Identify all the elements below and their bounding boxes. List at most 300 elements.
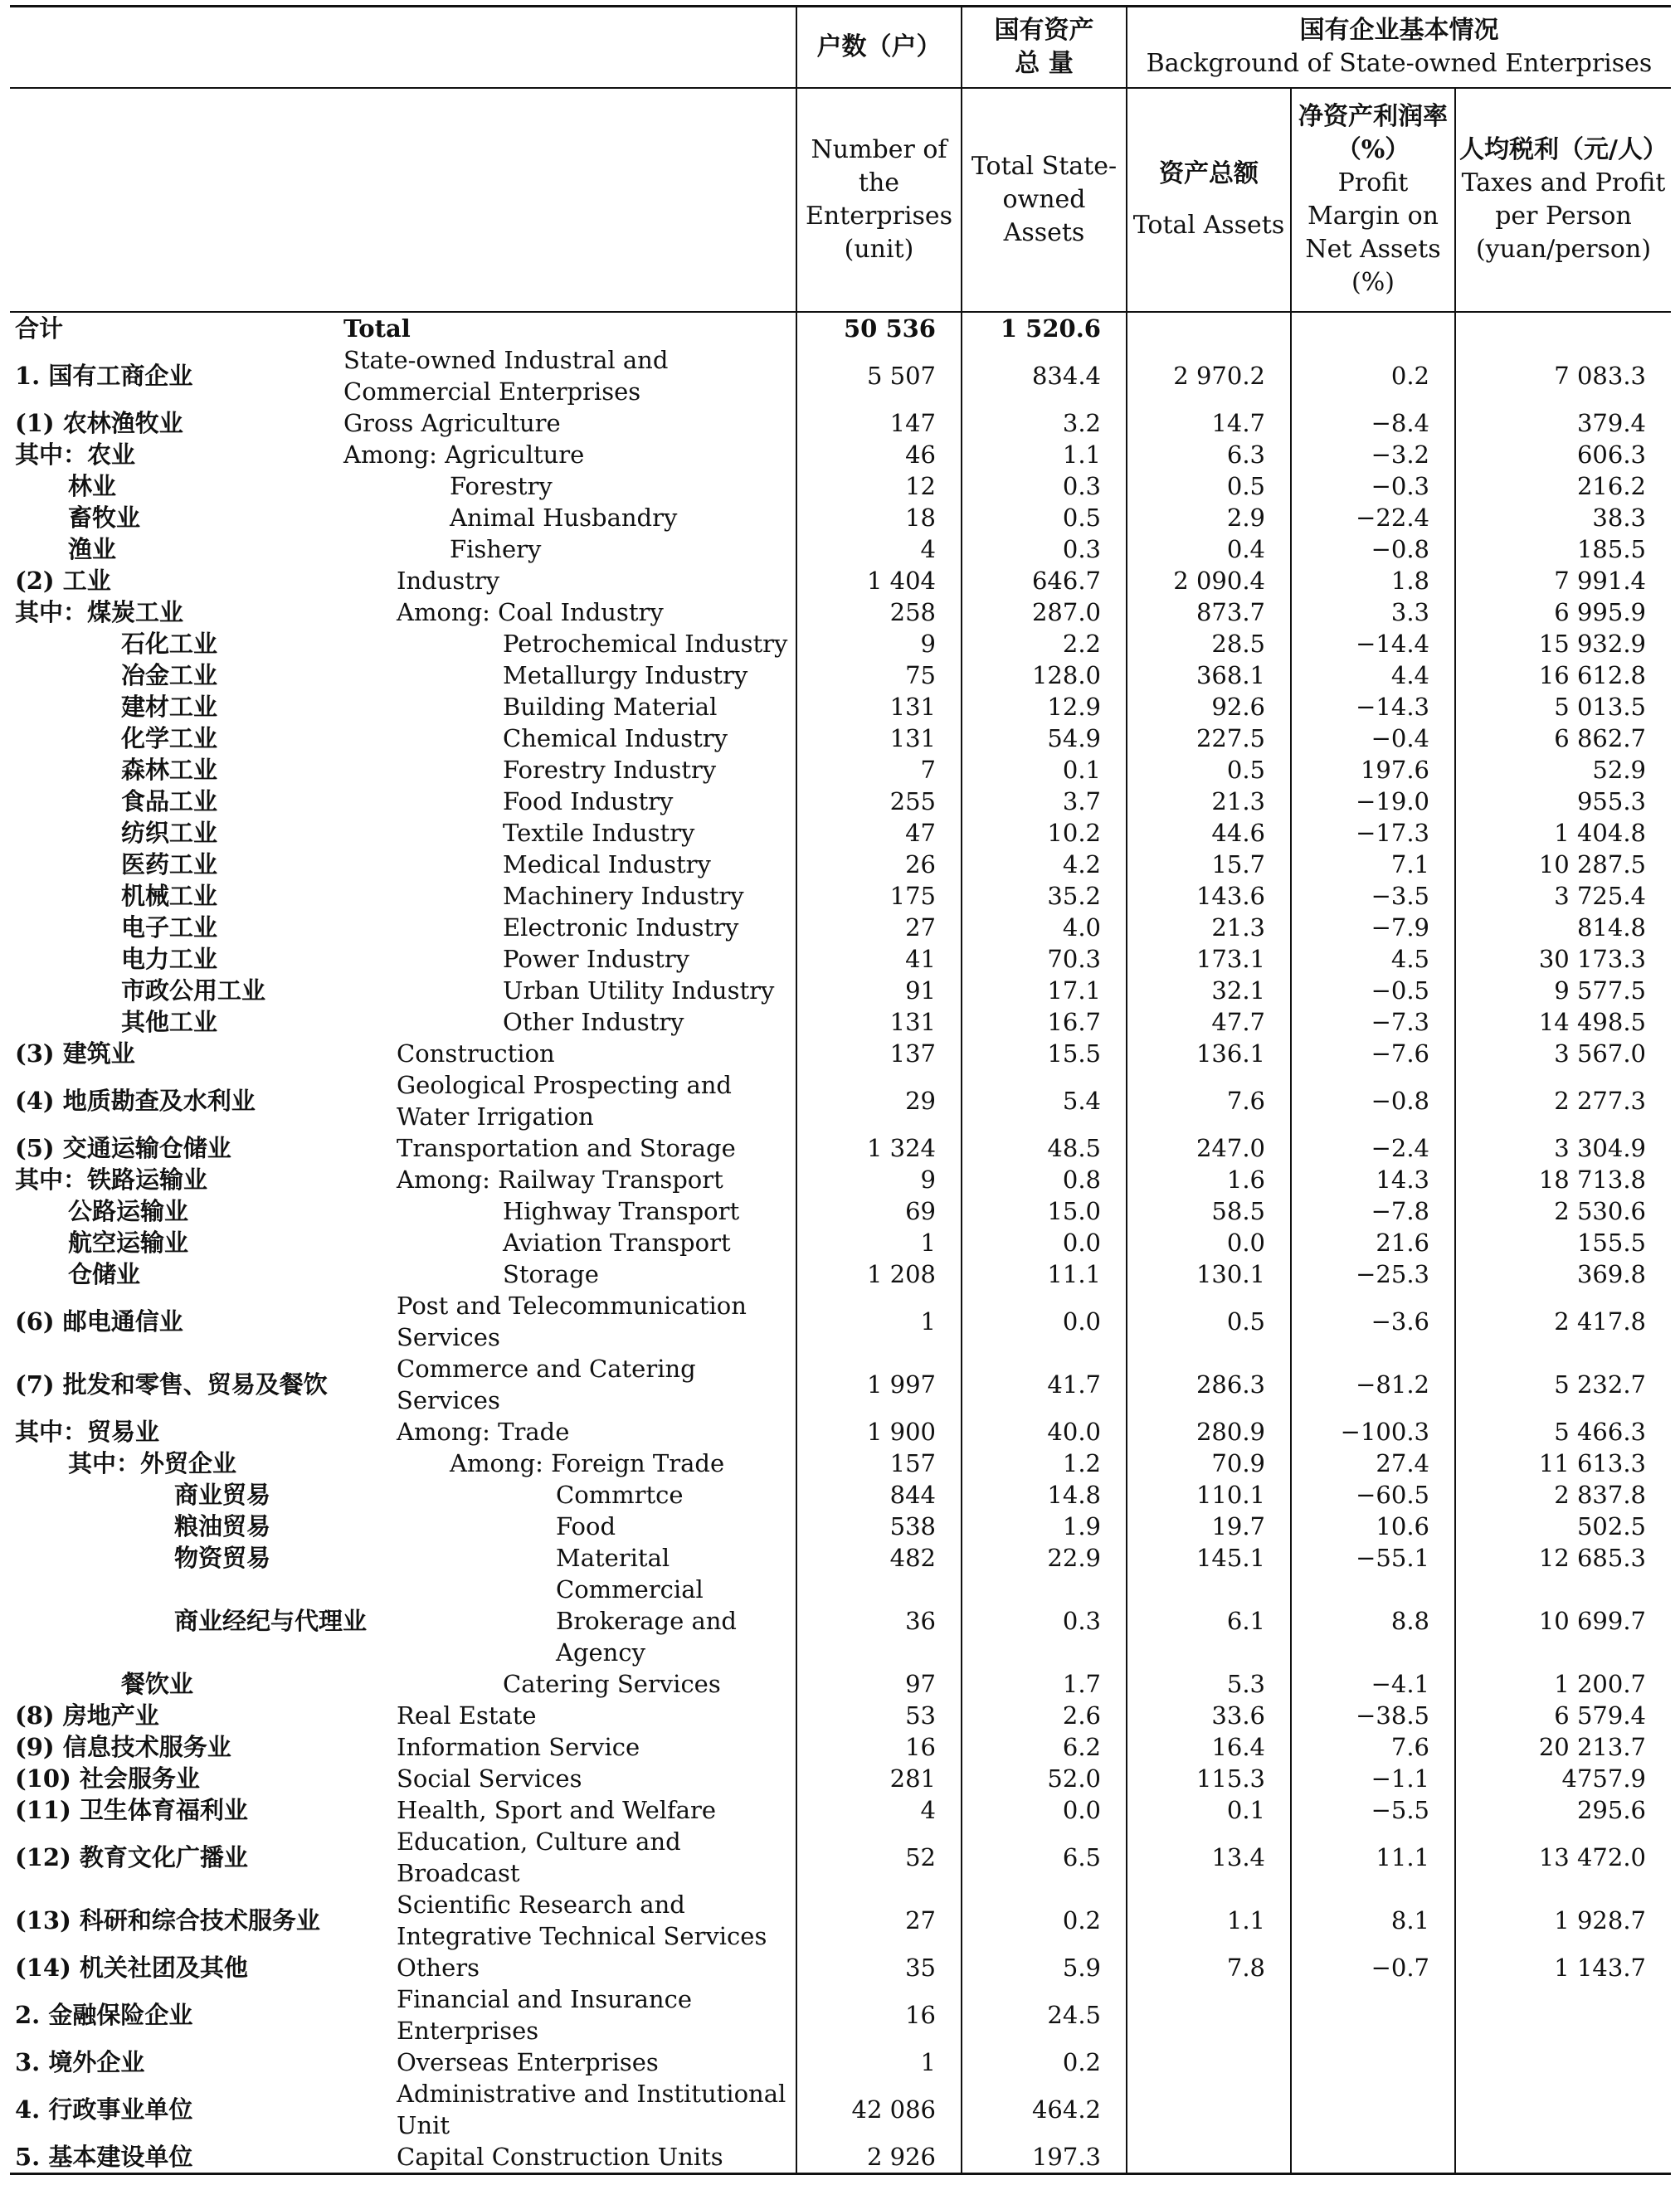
- table-row: [10, 344, 1671, 407]
- row-label-zh: 公路运输业: [68, 1197, 189, 1225]
- table-row: [10, 1826, 1671, 1889]
- row-label-en: Forestry Industry: [503, 756, 717, 784]
- cell-enterprises: 16: [796, 1983, 962, 2046]
- cell-assets: 2.6: [962, 1700, 1127, 1731]
- table-row: [10, 1731, 1671, 1763]
- cell-tax: 15 932.9: [1455, 628, 1671, 659]
- row-label-zh: 化学工业: [121, 724, 218, 752]
- cell-tax: 38.3: [1455, 502, 1671, 533]
- row-label-zh: 食品工业: [121, 787, 218, 815]
- table-row: [10, 1164, 1671, 1195]
- cell-assets: 5.9: [962, 1952, 1127, 1983]
- table-row: [10, 1038, 1671, 1069]
- cell-assets: 16.7: [962, 1006, 1127, 1038]
- cell-margin: −22.4: [1291, 502, 1455, 533]
- cell-assets: 197.3: [962, 2141, 1127, 2174]
- cell-total-assets: 2.9: [1127, 502, 1291, 533]
- table-row: [10, 1983, 1671, 2046]
- cell-margin: 14.3: [1291, 1164, 1455, 1195]
- cell-margin: −5.5: [1291, 1794, 1455, 1826]
- cell-total-assets: 14.7: [1127, 407, 1291, 439]
- cell-enterprises: 175: [796, 880, 962, 912]
- cell-tax: 2 277.3: [1455, 1069, 1671, 1132]
- cell-assets: 54.9: [962, 723, 1127, 754]
- cell-margin: −60.5: [1291, 1479, 1455, 1511]
- cell-margin: −55.1: [1291, 1542, 1455, 1574]
- row-label-en: Chemical Industry: [503, 724, 728, 752]
- cell-tax: 3 725.4: [1455, 880, 1671, 912]
- cell-tax: [1455, 1983, 1671, 2046]
- row-label-zh: 2. 金融保险企业: [15, 2001, 193, 2029]
- cell-assets: 646.7: [962, 565, 1127, 596]
- cell-assets: 3.7: [962, 786, 1127, 817]
- cell-enterprises: 12: [796, 470, 962, 502]
- header-assets-zh: [962, 7, 1127, 89]
- header-tax-zh: 人均税利（元/人）: [1459, 135, 1668, 164]
- cell-total-assets: 0.5: [1127, 1290, 1291, 1353]
- cell-enterprises: 258: [796, 596, 962, 628]
- cell-assets: 12.9: [962, 691, 1127, 723]
- cell-assets: 5.4: [962, 1069, 1127, 1132]
- cell-assets: 41.7: [962, 1353, 1127, 1416]
- row-label-en: Commercial Brokerage and Agency: [556, 1575, 737, 1667]
- cell-margin: −14.3: [1291, 691, 1455, 723]
- cell-enterprises: 27: [796, 1889, 962, 1952]
- row-label-en: Transportation and Storage: [397, 1134, 736, 1162]
- cell-total-assets: [1127, 2141, 1291, 2174]
- header-total-assets-zh: 资产总额: [1159, 159, 1259, 188]
- cell-margin: −2.4: [1291, 1132, 1455, 1164]
- cell-tax: 5 466.3: [1455, 1416, 1671, 1448]
- row-label-en: Among: Agriculture: [343, 440, 585, 469]
- cell-assets: 0.0: [962, 1794, 1127, 1826]
- row-label-en: Building Material: [503, 693, 718, 721]
- row-label-zh: 3. 境外企业: [15, 2048, 145, 2076]
- row-label-zh: 纺织工业: [121, 819, 218, 847]
- row-label-zh: 商业贸易: [174, 1481, 271, 1509]
- cell-enterprises: 1: [796, 1290, 962, 1353]
- cell-total-assets: [1127, 2046, 1291, 2078]
- cell-enterprises: 255: [796, 786, 962, 817]
- row-label-zh: 市政公用工业: [121, 976, 266, 1005]
- table-row: [10, 1416, 1671, 1448]
- header-total-assets-en: Total Assets: [1132, 211, 1285, 240]
- header-background-en: Background of State-owned Enterprises: [1146, 49, 1653, 78]
- header-assets-zh-text: 国有资产 总 量: [994, 16, 1094, 78]
- cell-tax: 1 143.7: [1455, 1952, 1671, 1983]
- cell-margin: −0.4: [1291, 723, 1455, 754]
- row-label-zh: 其他工业: [121, 1008, 218, 1036]
- row-label-zh: 餐饮业: [121, 1670, 194, 1698]
- table-row: [10, 1006, 1671, 1038]
- cell-enterprises: 35: [796, 1952, 962, 1983]
- row-label-en: Total: [343, 314, 411, 343]
- row-label-zh: 仓储业: [68, 1260, 141, 1288]
- cell-margin: [1291, 2141, 1455, 2174]
- cell-enterprises: 147: [796, 407, 962, 439]
- table-row: [10, 1290, 1671, 1353]
- cell-tax: 9 577.5: [1455, 975, 1671, 1006]
- row-label-en: Administrative and Institutional Unit: [397, 2080, 786, 2139]
- cell-tax: 1 200.7: [1455, 1668, 1671, 1700]
- cell-total-assets: 0.0: [1127, 1227, 1291, 1258]
- cell-margin: −38.5: [1291, 1700, 1455, 1731]
- cell-tax: 155.5: [1455, 1227, 1671, 1258]
- table-row: [10, 880, 1671, 912]
- cell-assets: 0.3: [962, 1574, 1127, 1668]
- cell-margin: 4.5: [1291, 943, 1455, 975]
- cell-enterprises: 75: [796, 659, 962, 691]
- cell-total-assets: 1.1: [1127, 1889, 1291, 1952]
- cell-enterprises: 1 900: [796, 1416, 962, 1448]
- header-enterprises-zh: 户数（户）: [796, 7, 962, 89]
- cell-tax: 295.6: [1455, 1794, 1671, 1826]
- table-row: [10, 439, 1671, 470]
- cell-total-assets: 44.6: [1127, 817, 1291, 849]
- row-label-zh: (3) 建筑业: [15, 1039, 135, 1068]
- cell-tax: 10 699.7: [1455, 1574, 1671, 1668]
- cell-tax: 18 713.8: [1455, 1164, 1671, 1195]
- cell-margin: −7.9: [1291, 912, 1455, 943]
- cell-margin: 7.1: [1291, 849, 1455, 880]
- table-row: [10, 943, 1671, 975]
- cell-assets: 17.1: [962, 975, 1127, 1006]
- cell-margin: −1.1: [1291, 1763, 1455, 1794]
- table-row: [10, 1258, 1671, 1290]
- header-margin-zh: 净资产利润率（%）: [1298, 102, 1448, 164]
- table-row: [10, 2046, 1671, 2078]
- cell-enterprises: 36: [796, 1574, 962, 1668]
- row-label-en: Petrochemical Industry: [503, 630, 788, 658]
- row-label-en: Among: Coal Industry: [397, 598, 664, 626]
- cell-total-assets: 247.0: [1127, 1132, 1291, 1164]
- cell-enterprises: 844: [796, 1479, 962, 1511]
- cell-enterprises: 69: [796, 1195, 962, 1227]
- cell-enterprises: 42 086: [796, 2078, 962, 2141]
- cell-margin: −3.2: [1291, 439, 1455, 470]
- cell-assets: 52.0: [962, 1763, 1127, 1794]
- cell-enterprises: 26: [796, 849, 962, 880]
- row-label-zh: (10) 社会服务业: [15, 1764, 200, 1793]
- row-label-en: Overseas Enterprises: [397, 2048, 659, 2076]
- cell-enterprises: 7: [796, 754, 962, 786]
- cell-margin: 11.1: [1291, 1826, 1455, 1889]
- row-label-zh: (4) 地质勘查及水利业: [15, 1087, 256, 1115]
- cell-total-assets: [1127, 2078, 1291, 2141]
- table-row: [10, 1227, 1671, 1258]
- cell-assets: 0.2: [962, 2046, 1127, 2078]
- cell-tax: 14 498.5: [1455, 1006, 1671, 1038]
- cell-total-assets: 2 090.4: [1127, 565, 1291, 596]
- table-row: [10, 565, 1671, 596]
- cell-tax: 20 213.7: [1455, 1731, 1671, 1763]
- cell-tax: 2 417.8: [1455, 1290, 1671, 1353]
- cell-tax: 814.8: [1455, 912, 1671, 943]
- cell-total-assets: 0.4: [1127, 533, 1291, 565]
- cell-total-assets: 16.4: [1127, 1731, 1291, 1763]
- table-row: [10, 975, 1671, 1006]
- table-row: [10, 1889, 1671, 1952]
- cell-total-assets: 32.1: [1127, 975, 1291, 1006]
- cell-assets: 1.9: [962, 1511, 1127, 1542]
- cell-margin: −7.6: [1291, 1038, 1455, 1069]
- row-label-en: Materital: [556, 1544, 670, 1572]
- header-background-zh: 国有企业基本情况: [1299, 16, 1499, 45]
- cell-total-assets: 145.1: [1127, 1542, 1291, 1574]
- cell-assets: 0.2: [962, 1889, 1127, 1952]
- row-label-zh: (5) 交通运输仓储业: [15, 1134, 231, 1162]
- row-label-zh: 森林工业: [121, 756, 218, 784]
- cell-total-assets: 47.7: [1127, 1006, 1291, 1038]
- cell-margin: −81.2: [1291, 1353, 1455, 1416]
- cell-assets: 40.0: [962, 1416, 1127, 1448]
- header-margin-en: Profit Margin on Net Assets (%): [1305, 168, 1441, 297]
- cell-total-assets: 7.6: [1127, 1069, 1291, 1132]
- cell-enterprises: 53: [796, 1700, 962, 1731]
- row-label-zh: 其中：农业: [15, 440, 136, 469]
- row-label-en: Others: [397, 1954, 480, 1982]
- table-row: [10, 1069, 1671, 1132]
- cell-enterprises: 41: [796, 943, 962, 975]
- state-owned-enterprises-table: [10, 5, 1671, 2175]
- cell-assets: 0.5: [962, 502, 1127, 533]
- cell-tax: 5 013.5: [1455, 691, 1671, 723]
- cell-tax: 10 287.5: [1455, 849, 1671, 880]
- table-row: [10, 754, 1671, 786]
- header-background: [1127, 7, 1671, 89]
- table-row: [10, 786, 1671, 817]
- table-row: [10, 849, 1671, 880]
- cell-tax: 7 083.3: [1455, 344, 1671, 407]
- table-row: [10, 1700, 1671, 1731]
- cell-enterprises: 91: [796, 975, 962, 1006]
- row-label-zh: 其中：铁路运输业: [15, 1165, 208, 1194]
- cell-assets: 6.5: [962, 1826, 1127, 1889]
- cell-margin: −17.3: [1291, 817, 1455, 849]
- row-label-en: Power Industry: [503, 945, 690, 973]
- cell-margin: 0.2: [1291, 344, 1455, 407]
- cell-total-assets: 115.3: [1127, 1763, 1291, 1794]
- table-row: [10, 1574, 1671, 1668]
- row-label-en: Commrtce: [556, 1481, 684, 1509]
- cell-assets: 15.0: [962, 1195, 1127, 1227]
- row-label-en: Education, Culture and Broadcast: [397, 1827, 681, 1887]
- cell-margin: −4.1: [1291, 1668, 1455, 1700]
- cell-assets: 4.2: [962, 849, 1127, 880]
- row-label-zh: (7) 批发和零售、贸易及餐饮: [15, 1370, 328, 1399]
- cell-total-assets: 13.4: [1127, 1826, 1291, 1889]
- cell-total-assets: 7.8: [1127, 1952, 1291, 1983]
- row-label-zh: (8) 房地产业: [15, 1701, 159, 1730]
- cell-margin: −19.0: [1291, 786, 1455, 817]
- cell-margin: −3.6: [1291, 1290, 1455, 1353]
- table-row: [10, 502, 1671, 533]
- cell-assets: 4.0: [962, 912, 1127, 943]
- row-label-en: Medical Industry: [503, 850, 711, 878]
- cell-assets: 11.1: [962, 1258, 1127, 1290]
- row-label-zh: 合计: [15, 314, 64, 343]
- row-label-zh: 其中：煤炭工业: [15, 598, 184, 626]
- cell-total-assets: 136.1: [1127, 1038, 1291, 1069]
- cell-enterprises: 538: [796, 1511, 962, 1542]
- cell-enterprises: 281: [796, 1763, 962, 1794]
- cell-margin: −7.3: [1291, 1006, 1455, 1038]
- table-row: [10, 1952, 1671, 1983]
- row-label-en: Metallurgy Industry: [503, 661, 748, 689]
- row-label-zh: 物资贸易: [174, 1544, 271, 1572]
- table-row: [10, 1353, 1671, 1416]
- cell-assets: 464.2: [962, 2078, 1127, 2141]
- cell-tax: 955.3: [1455, 786, 1671, 817]
- row-label-zh: (11) 卫生体育福利业: [15, 1796, 248, 1824]
- row-label-en: Machinery Industry: [503, 882, 744, 910]
- cell-tax: 2 530.6: [1455, 1195, 1671, 1227]
- cell-total-assets: 1.6: [1127, 1164, 1291, 1195]
- cell-margin: −0.8: [1291, 533, 1455, 565]
- row-label-zh: 建材工业: [121, 693, 218, 721]
- row-label-zh: 电力工业: [121, 945, 218, 973]
- cell-assets: 35.2: [962, 880, 1127, 912]
- row-label-en: Commerce and Catering Services: [397, 1355, 696, 1414]
- row-label-zh: (6) 邮电通信业: [15, 1307, 183, 1336]
- table-row: [10, 533, 1671, 565]
- cell-enterprises: 482: [796, 1542, 962, 1574]
- row-label-en: Highway Transport: [503, 1197, 740, 1225]
- row-label-en: Industry: [397, 567, 500, 595]
- cell-tax: 13 472.0: [1455, 1826, 1671, 1889]
- cell-enterprises: 1 404: [796, 565, 962, 596]
- cell-tax: [1455, 2078, 1671, 2141]
- row-label-en: Forestry: [450, 472, 553, 500]
- row-label-en: Electronic Industry: [503, 913, 739, 942]
- table-row: [10, 723, 1671, 754]
- row-label-zh: 商业经纪与代理业: [174, 1607, 368, 1635]
- row-label-zh: (1) 农林渔牧业: [15, 409, 183, 437]
- cell-enterprises: 131: [796, 1006, 962, 1038]
- row-label-en: Post and Telecommunication Services: [397, 1292, 747, 1351]
- cell-margin: −0.5: [1291, 975, 1455, 1006]
- cell-assets: 1.1: [962, 439, 1127, 470]
- cell-assets: 14.8: [962, 1479, 1127, 1511]
- cell-total-assets: 130.1: [1127, 1258, 1291, 1290]
- cell-total-assets: 2 970.2: [1127, 344, 1291, 407]
- row-label-zh: (14) 机关社团及其他: [15, 1954, 248, 1982]
- cell-tax: 6 995.9: [1455, 596, 1671, 628]
- cell-assets: 2.2: [962, 628, 1127, 659]
- cell-tax: 6 579.4: [1455, 1700, 1671, 1731]
- header-tax-en: Taxes and Profit per Person (yuan/person): [1461, 168, 1666, 264]
- table-row: [10, 691, 1671, 723]
- table-row: [10, 817, 1671, 849]
- cell-total-assets: 286.3: [1127, 1353, 1291, 1416]
- cell-tax: 7 991.4: [1455, 565, 1671, 596]
- table-row: [10, 1542, 1671, 1574]
- cell-total-assets: 0.5: [1127, 754, 1291, 786]
- row-label-en: Other Industry: [503, 1008, 684, 1036]
- header-blank-lower: [10, 88, 796, 312]
- row-label-en: Financial and Insurance Enterprises: [397, 1985, 693, 2045]
- cell-margin: −14.4: [1291, 628, 1455, 659]
- cell-enterprises: 1 324: [796, 1132, 962, 1164]
- header-assets-en: Total State-owned Assets: [962, 88, 1127, 312]
- row-label-zh: 渔业: [68, 535, 117, 563]
- cell-enterprises: 4: [796, 1794, 962, 1826]
- row-label-en: Construction: [397, 1039, 555, 1068]
- cell-tax: 185.5: [1455, 533, 1671, 565]
- table-row: [10, 1794, 1671, 1826]
- cell-total-assets: 143.6: [1127, 880, 1291, 912]
- row-label-en: Capital Construction Units: [338, 2141, 796, 2174]
- cell-enterprises: 9: [796, 1164, 962, 1195]
- cell-tax: 3 567.0: [1455, 1038, 1671, 1069]
- row-label-en: Storage: [503, 1260, 599, 1288]
- cell-assets: 0.8: [962, 1164, 1127, 1195]
- cell-total-assets: 280.9: [1127, 1416, 1291, 1448]
- table-body: [10, 312, 1671, 2174]
- cell-total-assets: 19.7: [1127, 1511, 1291, 1542]
- table-row: [10, 2141, 1671, 2174]
- cell-assets: 70.3: [962, 943, 1127, 975]
- cell-tax: 52.9: [1455, 754, 1671, 786]
- row-label-en: Scientific Research and Integrative Technical Services: [397, 1891, 767, 1950]
- cell-enterprises: 46: [796, 439, 962, 470]
- cell-total-assets: 21.3: [1127, 786, 1291, 817]
- table-row: [10, 1479, 1671, 1511]
- cell-tax: 12 685.3: [1455, 1542, 1671, 1574]
- row-label-zh: 石化工业: [121, 630, 218, 658]
- header-margin: [1291, 88, 1455, 312]
- row-label-zh: 冶金工业: [121, 661, 218, 689]
- cell-margin: 8.8: [1291, 1574, 1455, 1668]
- cell-margin: −0.3: [1291, 470, 1455, 502]
- cell-enterprises: 5 507: [796, 344, 962, 407]
- row-label-en: Social Services: [397, 1764, 582, 1793]
- cell-enterprises: 9: [796, 628, 962, 659]
- cell-total-assets: 70.9: [1127, 1448, 1291, 1479]
- cell-enterprises: 18: [796, 502, 962, 533]
- cell-assets: 0.3: [962, 533, 1127, 565]
- header-enterprises-en: Number of the Enterprises (unit): [796, 88, 962, 312]
- table-row: [10, 1763, 1671, 1794]
- cell-margin: 27.4: [1291, 1448, 1455, 1479]
- row-label-en: Food: [556, 1512, 616, 1540]
- cell-assets: 3.2: [962, 407, 1127, 439]
- cell-assets: 0.0: [962, 1290, 1127, 1353]
- cell-assets: 1.7: [962, 1668, 1127, 1700]
- cell-total-assets: 6.3: [1127, 439, 1291, 470]
- cell-margin: −25.3: [1291, 1258, 1455, 1290]
- table-row: [10, 596, 1671, 628]
- row-label-zh: 4. 行政事业单位: [15, 2095, 193, 2124]
- cell-total-assets: 33.6: [1127, 1700, 1291, 1731]
- cell-enterprises: 16: [796, 1731, 962, 1763]
- cell-enterprises: 27: [796, 912, 962, 943]
- table-row: [10, 1668, 1671, 1700]
- cell-tax: 2 837.8: [1455, 1479, 1671, 1511]
- cell-total-assets: 6.1: [1127, 1574, 1291, 1668]
- cell-tax: 4757.9: [1455, 1763, 1671, 1794]
- cell-tax: 379.4: [1455, 407, 1671, 439]
- cell-tax: [1455, 2141, 1671, 2174]
- cell-margin: 197.6: [1291, 754, 1455, 786]
- cell-tax: [1455, 312, 1671, 344]
- row-label-en: Among: Railway Transport: [397, 1165, 723, 1194]
- cell-margin: −0.8: [1291, 1069, 1455, 1132]
- row-label-en: Catering Services: [503, 1670, 721, 1698]
- table-row: [10, 2078, 1671, 2141]
- cell-margin: [1291, 1983, 1455, 2046]
- table-row: [10, 407, 1671, 439]
